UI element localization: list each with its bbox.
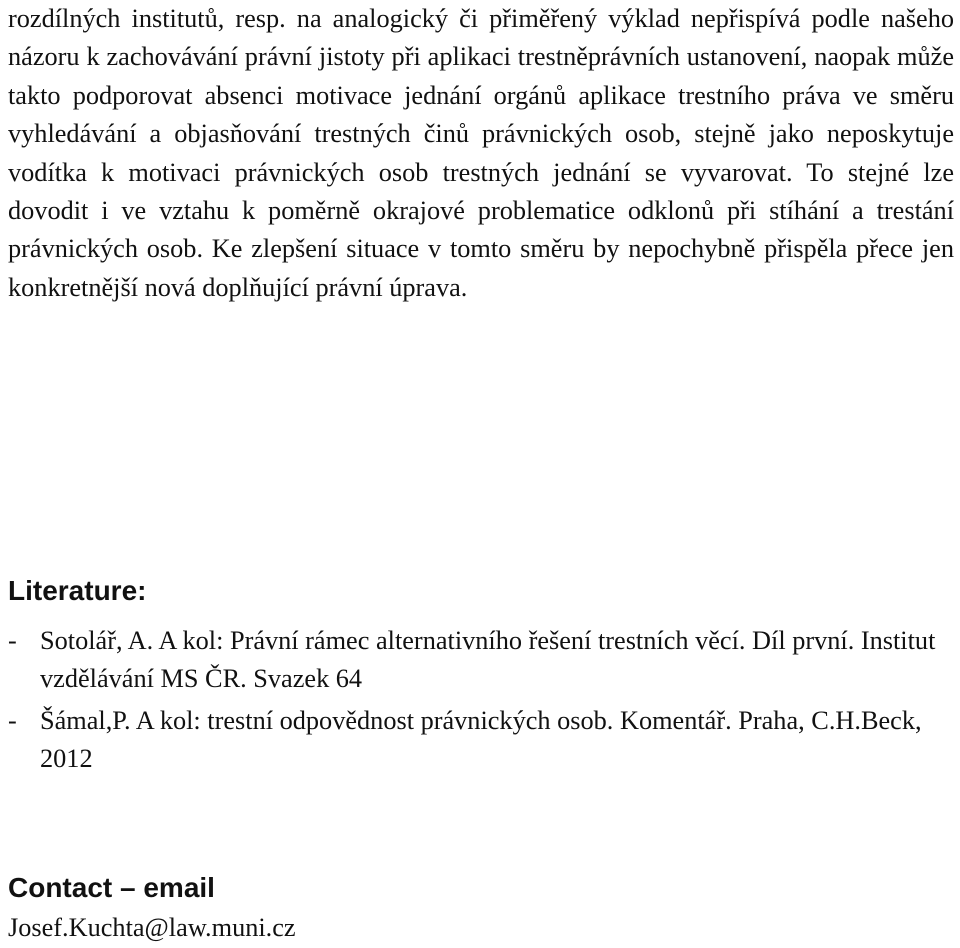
literature-heading: Literature: [8, 575, 147, 606]
contact-heading: Contact – email [8, 872, 215, 903]
list-dash: - [8, 626, 17, 655]
literature-item-text: Sotolář, A. A kol: Právní rámec alternativního řešení trestních věcí. Díl první. Institut vzdělávání MS ČR. Svazek 64 [40, 626, 936, 693]
literature-item [8, 702, 954, 778]
document-page [8, 0, 954, 948]
literature-item-text: Šámal,P. A kol: trestní odpovědnost právnických osob. Komentář. Praha, C.H.Beck, 2012 [40, 706, 922, 773]
body-paragraph: rozdílných institutů, resp. na analogický či přiměřený výklad nepřispívá podle našeho názoru k zachovávání právní jistoty při aplikaci trestněprávních ustanovení, naopak může takto podporovat absenci motivace jednání orgánů aplikace trestního práva ve směru vyhledávání a objasňování trestných činů právnických osob, stejně jako neposkytuje vodítka k motivaci právnických osob trestných jednání se vyvarovat. To stejné lze dovodit i ve vztahu k poměrně okrajové problematice odklonů při stíhání a trestání právnických osob. Ke zlepšení situace v tomto směru by nepochybně přispěla přece jen konkretnější nová doplňující právní úprava. [8, 4, 954, 302]
contact-email: Josef.Kuchta@law.muni.cz [8, 913, 296, 942]
list-dash: - [8, 706, 17, 735]
literature-list [8, 622, 954, 782]
literature-item [8, 622, 954, 698]
